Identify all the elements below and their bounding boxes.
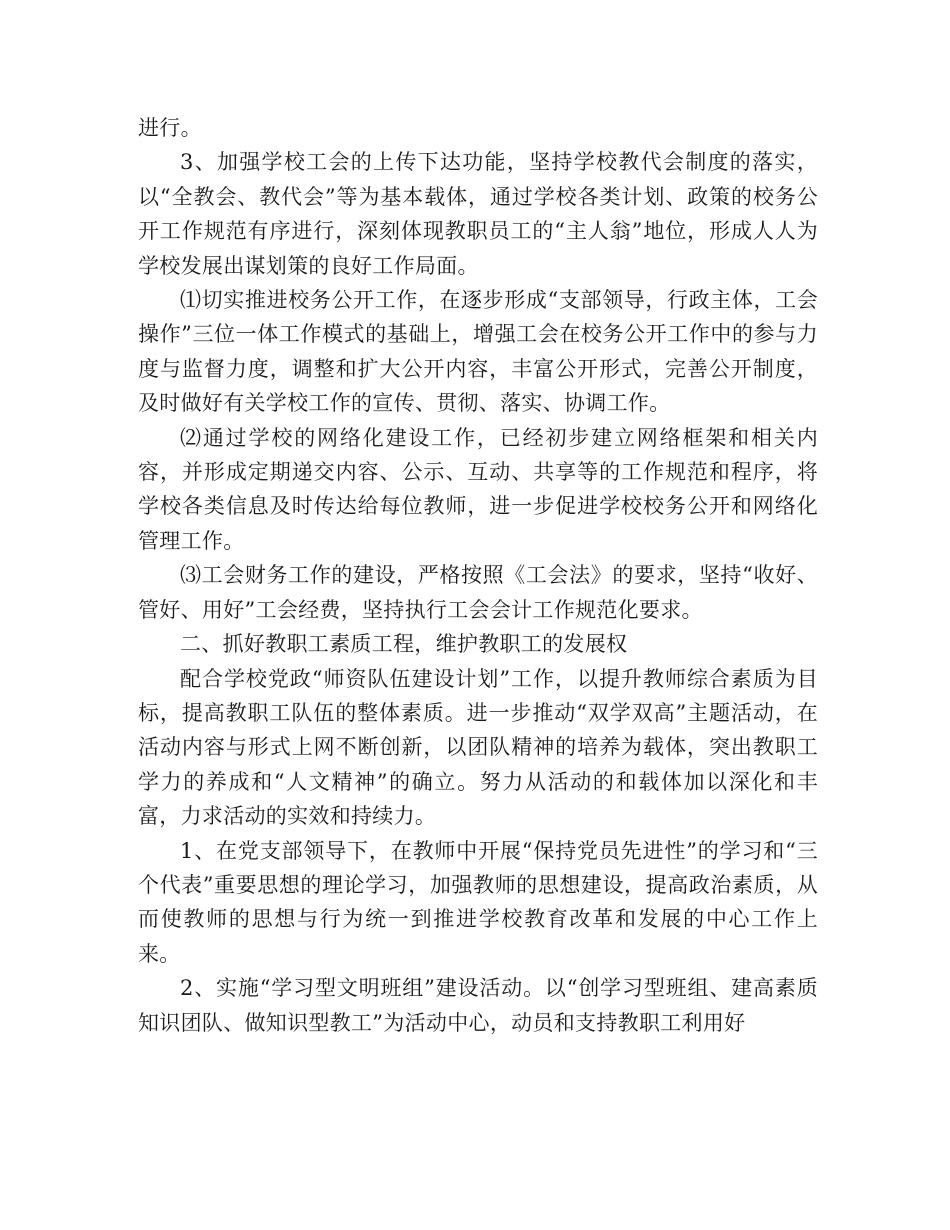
section-heading-2: 二、抓好教职工素质工程，维护教职工的发展权 — [180, 632, 628, 657]
paragraph-subitem-1: ⑴切实推进校务公开工作，在逐步形成“支部领导，行政主体，工会操作”三位一体工作模式的基础上，增强工会在校务公开工作中的参与力度与监督力度，调整和扩大公开内容，丰富公开形式，完善公开制度，及时做好有关学校工作的宣传、贯彻、落实、协调工作。 — [138, 288, 818, 416]
paragraph-continued: 进行。 — [138, 116, 202, 140]
paragraph-subitem-3: ⑶工会财务工作的建设，严格按照《工会法》的要求，坚持“收好、管好、用好”工会经费，坚持执行工会会计工作规范化要求。 — [138, 563, 818, 622]
paragraph-section-intro: 配合学校党政“师资队伍建设计划”工作，以提升教师综合素质为目标，提高教职工队伍的整体素质。进一步推动“双学双高”主题活动，在活动内容与形式上网不断创新，以团队精神的培养为载体，突出教职工学力的养成和“人文精神”的确立。努力从活动的和载体加以深化和丰富，力求活动的实效和持续力。 — [138, 666, 818, 829]
paragraph-item-1: 1、在党支部领导下，在教师中开展“保持党员先进性”的学习和“三个代表”重要思想的理论学习，加强教师的思想建设，提高政治素质，从而使教师的思想与行为统一到推进学校教育改革和发展的中心工作上来。 — [138, 838, 818, 966]
paragraph-subitem-2: ⑵通过学校的网络化建设工作，已经初步建立网络框架和相关内容，并形成定期递交内容、公示、互动、共享等的工作规范和程序，将学校各类信息及时传达给每位教师，进一步促进学校校务公开和网络化管理工作。 — [138, 425, 818, 553]
document-body — [138, 111, 818, 1040]
paragraph-item-3: 3、加强学校工会的上传下达功能，坚持学校教代会制度的落实，以“全教会、教代会”等为基本载体，通过学校各类计划、政策的校务公开工作规范有序进行，深刻体现教职员工的“主人翁”地位，形成人人为学校发展出谋划策的良好工作局面。 — [138, 150, 818, 278]
paragraph-item-2: 2、实施“学习型文明班组”建设活动。以“创学习型班组、建高素质知识团队、做知识型教工”为活动中心，动员和支持教职工利用好 — [138, 976, 818, 1035]
